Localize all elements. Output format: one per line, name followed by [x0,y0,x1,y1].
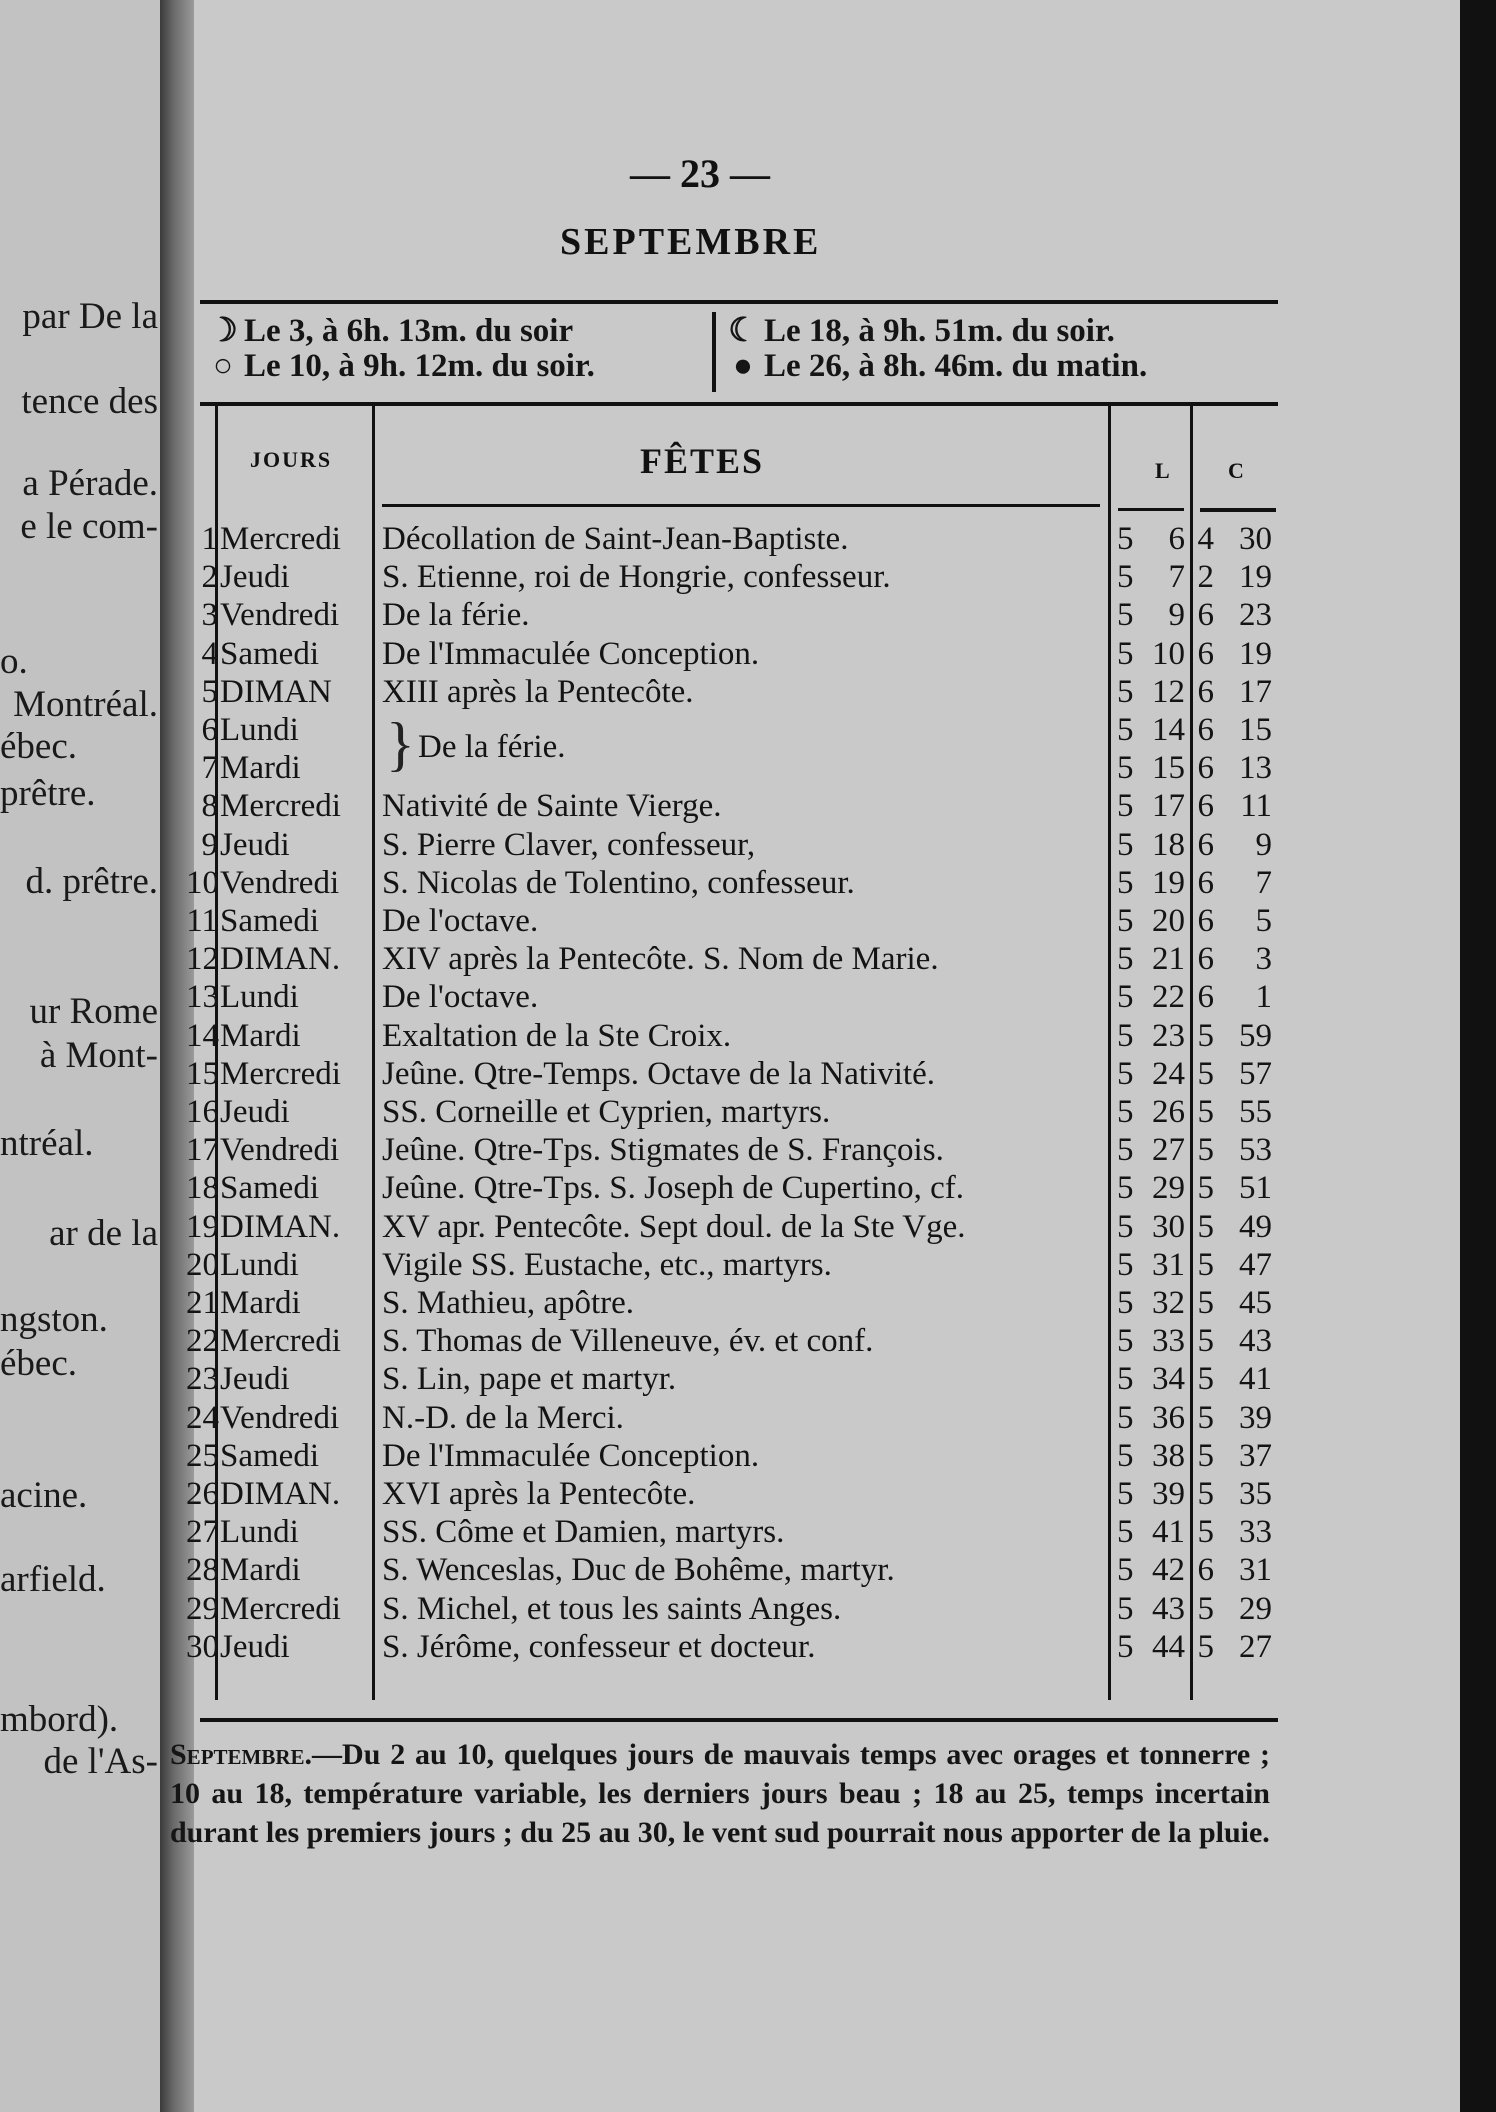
rule-table-top [200,402,1278,406]
sunrise-minute: 21 [1152,941,1185,978]
day-number: 14 [186,1017,219,1054]
sunset-minute: 57 [1239,1055,1272,1092]
feast: De l'octave. [382,979,539,1016]
sunrise-hour: 5 [1117,635,1134,672]
sunrise-minute: 17 [1152,788,1185,825]
header-rule-lever [1118,508,1184,511]
sunset-hour: 6 [1197,750,1214,787]
header-coucher: C [1228,458,1244,483]
sunset-minute: 19 [1239,559,1272,596]
sunrise-minute: 30 [1152,1208,1185,1245]
header-fetes: FÊTES [640,441,765,481]
header-lever: L [1155,458,1170,483]
first-quarter-moon-icon: ☽ [208,313,238,349]
sunrise-hour: 5 [1117,1246,1134,1283]
left-page-line: acine. [0,1475,88,1516]
day-number: 24 [186,1399,219,1436]
sunrise-hour: 5 [1117,1094,1134,1130]
sunset-minute: 30 [1239,521,1272,557]
day-name: Mercredi [220,1055,341,1092]
sunset-minute: 45 [1239,1285,1272,1321]
feast: S. Michel, et tous les saints Anges. [382,1590,842,1627]
sunrise-minute: 26 [1152,1094,1185,1130]
sunset-minute: 39 [1239,1399,1272,1436]
table-row [0,1360,1460,1398]
sunrise-hour: 5 [1117,941,1134,978]
left-page-line: d. prêtre. [25,861,158,902]
day-number: 29 [186,1590,219,1627]
day-number: 5 [201,673,218,710]
day-name: Vendredi [220,1399,340,1436]
sunrise-hour: 5 [1117,1017,1134,1054]
sunset-hour: 5 [1197,1132,1214,1169]
table-row [0,1322,1460,1360]
sunrise-hour: 5 [1117,521,1134,557]
table-row [0,978,1460,1016]
sunrise-minute: 18 [1152,826,1185,863]
sunrise-minute: 9 [1168,597,1185,634]
sunset-minute: 29 [1239,1590,1272,1627]
day-number: 8 [201,788,218,825]
sunset-minute: 1 [1255,979,1272,1016]
table-row [0,787,1460,825]
day-name: DIMAN. [220,941,341,978]
sunrise-minute: 15 [1152,750,1185,787]
day-number: 11 [186,903,218,939]
day-name: Jeudi [220,1628,290,1665]
day-name: Samedi [220,1437,319,1474]
sunrise-minute: 32 [1152,1285,1185,1321]
day-number: 27 [186,1514,219,1551]
sunset-minute: 23 [1239,597,1272,634]
day-name: DIMAN. [220,1208,341,1245]
sunrise-minute: 24 [1152,1055,1185,1092]
table-row [0,520,1460,558]
table-row [0,673,1460,711]
table-row [0,1628,1460,1666]
merged-fete-6-7: De la férie. [418,729,566,765]
sunset-minute: 49 [1239,1208,1272,1245]
sunrise-minute: 34 [1152,1361,1185,1398]
sunset-hour: 5 [1197,1437,1214,1474]
table-row [0,1131,1460,1169]
table-row [0,635,1460,673]
sunset-hour: 6 [1197,673,1214,710]
sunrise-minute: 19 [1152,864,1185,901]
feast: De l'Immaculée Conception. [382,1437,760,1474]
left-page-line: ngston. [0,1299,108,1340]
feast: Vigile SS. Eustache, etc., martyrs. [382,1246,832,1283]
sunset-hour: 5 [1197,1399,1214,1436]
day-number: 1 [201,521,218,557]
sunset-hour: 5 [1197,1055,1214,1092]
new-moon-icon: ● [733,348,753,384]
table-row [0,1169,1460,1207]
sunrise-hour: 5 [1117,1361,1134,1398]
sunset-minute: 3 [1255,941,1272,978]
sunset-hour: 6 [1197,1552,1214,1589]
sunrise-hour: 5 [1117,750,1134,787]
sunset-hour: 6 [1197,941,1214,978]
day-number: 9 [201,826,218,863]
sunrise-minute: 36 [1152,1399,1185,1436]
day-name: Vendredi [220,1132,340,1169]
sunset-hour: 6 [1197,903,1214,939]
left-page-line: tence des [21,381,158,422]
sunset-minute: 47 [1239,1246,1272,1283]
feast: XVI après la Pentecôte. [382,1476,696,1512]
sunrise-minute: 41 [1152,1514,1185,1551]
left-page-line: ébec. [0,726,78,767]
feast: Jeûne. Qtre-Temps. Octave de la Nativité. [382,1055,935,1092]
sunset-hour: 5 [1197,1514,1214,1551]
day-name: Lundi [220,979,299,1016]
table-row [0,1093,1460,1131]
sunrise-minute: 10 [1152,635,1185,672]
sunrise-minute: 22 [1152,979,1185,1016]
sunrise-minute: 33 [1152,1323,1185,1360]
sunrise-hour: 5 [1117,1170,1134,1207]
day-number: 13 [186,979,219,1016]
sunrise-hour: 5 [1117,979,1134,1016]
day-name: Lundi [220,1514,299,1551]
day-name: Mardi [220,1017,301,1054]
moon-phase-text: Le 10, à 9h. 12m. du soir. [244,348,595,384]
sunset-minute: 43 [1239,1323,1272,1360]
day-number: 6 [201,712,218,748]
feast: S. Nicolas de Tolentino, confesseur. [382,864,855,901]
day-name: Mercredi [220,1323,341,1360]
day-number: 26 [186,1476,219,1512]
day-number: 4 [201,635,218,672]
sunset-hour: 6 [1197,712,1214,748]
sunrise-minute: 38 [1152,1437,1185,1474]
table-row [0,940,1460,978]
left-page-line: ar de la [49,1213,158,1254]
day-number: 10 [186,864,219,901]
sunset-hour: 4 [1197,521,1214,557]
sunset-hour: 5 [1197,1017,1214,1054]
table-row [0,1017,1460,1055]
feast: S. Etienne, roi de Hongrie, confesseur. [382,559,891,596]
sunrise-minute: 23 [1152,1017,1185,1054]
day-name: Mardi [220,1285,301,1321]
sunrise-hour: 5 [1117,1514,1134,1551]
sunset-minute: 33 [1239,1514,1272,1551]
sunrise-hour: 5 [1117,1285,1134,1321]
sunrise-hour: 5 [1117,712,1134,748]
day-number: 16 [186,1094,219,1130]
day-number: 21 [186,1285,219,1321]
sunrise-hour: 5 [1117,673,1134,710]
sunrise-minute: 20 [1152,903,1185,939]
table-row [0,1437,1460,1475]
table-row [0,1513,1460,1551]
day-number: 12 [186,941,219,978]
left-page-line: prêtre. [0,773,96,814]
day-number: 28 [186,1552,219,1589]
sunrise-hour: 5 [1117,1055,1134,1092]
month-title: SEPTEMBRE [560,221,822,263]
sunrise-minute: 44 [1152,1628,1185,1665]
sunset-minute: 15 [1239,712,1272,748]
day-number: 25 [186,1437,219,1474]
sunrise-hour: 5 [1117,1437,1134,1474]
table-row [0,711,1460,749]
moon-phase-1 [208,310,573,350]
header-rule-fetes [382,504,1100,507]
left-page-line: o. [0,641,28,682]
day-name: Samedi [220,635,319,672]
sunset-minute: 41 [1239,1361,1272,1398]
feast: De l'Immaculée Conception. [382,635,760,672]
sunset-hour: 5 [1197,1170,1214,1207]
day-name: Lundi [220,1246,299,1283]
sunset-minute: 53 [1239,1132,1272,1169]
feast: S. Jérôme, confesseur et docteur. [382,1628,816,1665]
day-number: 19 [186,1208,219,1245]
weather-note [170,1735,1270,1852]
moon-phase-text: Le 26, à 8h. 46m. du matin. [764,348,1148,384]
left-page-line: a Pérade. [22,463,158,504]
sunset-hour: 2 [1197,559,1214,596]
feast: SS. Côme et Damien, martyrs. [382,1514,785,1551]
sunrise-minute: 12 [1152,673,1185,710]
day-number: 22 [186,1323,219,1360]
rule-table-bottom [200,1718,1278,1722]
feast: SS. Corneille et Cyprien, martyrs. [382,1094,831,1130]
day-name: Mercredi [220,1590,341,1627]
header-rule-coucher [1200,508,1276,512]
moon-phase-3 [728,310,1115,350]
feast: Nativité de Sainte Vierge. [382,788,722,825]
table-row [0,902,1460,940]
sunset-minute: 19 [1239,635,1272,672]
sunrise-minute: 7 [1168,559,1185,596]
sunrise-hour: 5 [1117,1476,1134,1512]
feast: S. Mathieu, apôtre. [382,1285,635,1321]
weather-note-text: —Du 2 au 10, quelques jours de mauvais temps avec orages et tonnerre ; 10 au 18, température variable, les derniers jours beau ; 18 au 25, temps incertain durant les premiers jours ; du 25 au 30, le vent sud pourrait nous apporter de la pluie. [170,1738,1270,1849]
sunset-hour: 6 [1197,788,1214,825]
sunrise-minute: 39 [1152,1476,1185,1512]
feast: XIV après la Pentecôte. S. Nom de Marie. [382,941,939,978]
scan-edge [1460,0,1496,2112]
sunset-minute: 27 [1239,1628,1272,1665]
sunrise-hour: 5 [1117,1323,1134,1360]
table-row [0,1399,1460,1437]
moon-phase-text: Le 18, à 9h. 51m. du soir. [764,313,1115,349]
moon-phase-4 [728,348,1147,385]
sunset-minute: 59 [1239,1017,1272,1054]
feast: De l'octave. [382,903,539,939]
moon-separator [712,312,716,392]
sunrise-hour: 5 [1117,788,1134,825]
table-row [0,558,1460,596]
day-name: Jeudi [220,826,290,863]
left-page-line: mbord). [0,1699,119,1740]
sunset-minute: 5 [1255,903,1272,939]
feast: S. Wenceslas, Duc de Bohême, martyr. [382,1552,895,1589]
sunrise-hour: 5 [1117,1399,1134,1436]
sunset-hour: 5 [1197,1361,1214,1398]
table-row [0,1590,1460,1628]
sunrise-minute: 6 [1168,521,1185,557]
sunrise-minute: 14 [1152,712,1185,748]
sunset-minute: 31 [1239,1552,1272,1589]
feast: N.-D. de la Merci. [382,1399,624,1436]
feast: S. Pierre Claver, confesseur, [382,826,756,863]
day-name: Samedi [220,1170,319,1207]
left-page-line: ébec. [0,1343,78,1384]
feast: XIII après la Pentecôte. [382,673,694,710]
left-page-line: Montréal. [13,684,158,725]
table-row [0,1551,1460,1589]
day-name: Mardi [220,1552,301,1589]
sunset-hour: 6 [1197,979,1214,1016]
day-number: 23 [186,1361,219,1398]
sunset-hour: 5 [1197,1094,1214,1130]
day-name: Jeudi [220,1094,290,1130]
day-number: 15 [186,1055,219,1092]
day-number: 30 [186,1628,219,1665]
sunset-minute: 9 [1255,826,1272,863]
moon-phase-2 [208,348,595,385]
sunset-minute: 37 [1239,1437,1272,1474]
table-row [0,1055,1460,1093]
sunrise-hour: 5 [1117,1132,1134,1169]
sunrise-minute: 29 [1152,1170,1185,1207]
full-moon-icon: ○ [213,348,233,384]
day-number: 20 [186,1246,219,1283]
day-number: 2 [201,559,218,596]
sunrise-minute: 42 [1152,1552,1185,1589]
sunset-minute: 51 [1239,1170,1272,1207]
day-name: Mercredi [220,788,341,825]
day-number: 7 [201,750,218,787]
feast: S. Lin, pape et martyr. [382,1361,677,1398]
sunset-hour: 5 [1197,1323,1214,1360]
left-page-line: de l'As- [43,1741,158,1782]
feast: S. Thomas de Villeneuve, év. et conf. [382,1323,874,1360]
left-page-line: ntréal. [0,1123,94,1164]
rule-top [200,300,1278,304]
sunset-minute: 11 [1240,788,1272,825]
sunrise-hour: 5 [1117,1552,1134,1589]
sunset-minute: 13 [1239,750,1272,787]
sunset-hour: 6 [1197,597,1214,634]
sunset-hour: 5 [1197,1285,1214,1321]
page-number: — 23 — [630,151,770,196]
day-number: 3 [201,597,218,634]
sunset-hour: 6 [1197,864,1214,901]
sunrise-minute: 43 [1152,1590,1185,1627]
sunrise-minute: 27 [1152,1132,1185,1169]
left-page-line: par De la [22,296,158,337]
weather-note-lead: Septembre. [170,1738,313,1771]
table-row [0,1475,1460,1513]
table-row [0,1284,1460,1322]
table-row [0,596,1460,634]
day-name: DIMAN [220,673,332,710]
sunset-hour: 5 [1197,1476,1214,1512]
sunset-hour: 5 [1197,1590,1214,1627]
sunrise-hour: 5 [1117,1208,1134,1245]
sunrise-hour: 5 [1117,903,1134,939]
left-page-line: e le com- [20,506,158,547]
sunrise-hour: 5 [1117,826,1134,863]
left-page-line: ur Rome [29,991,158,1032]
sunset-hour: 5 [1197,1208,1214,1245]
sunset-hour: 6 [1197,826,1214,863]
left-page-line: à Mont- [39,1035,158,1076]
sunset-hour: 6 [1197,635,1214,672]
sunset-hour: 5 [1197,1246,1214,1283]
sunrise-minute: 31 [1152,1246,1185,1283]
sunrise-hour: 5 [1117,1628,1134,1665]
day-name: Vendredi [220,864,340,901]
feast: XV apr. Pentecôte. Sept doul. de la Ste Vge. [382,1208,966,1245]
day-name: Lundi [220,712,299,748]
feast: Jeûne. Qtre-Tps. S. Joseph de Cupertino, cf. [382,1170,964,1207]
table-row [0,749,1460,787]
day-name: Samedi [220,903,319,939]
day-name: Jeudi [220,1361,290,1398]
day-name: Mardi [220,750,301,787]
sunset-minute: 35 [1239,1476,1272,1512]
feast: Exaltation de la Ste Croix. [382,1017,732,1054]
sunset-hour: 5 [1197,1628,1214,1665]
table-row [0,1208,1460,1246]
moon-phase-text: Le 3, à 6h. 13m. du soir [244,313,574,349]
day-name: Jeudi [220,559,290,596]
left-page-line: arfield. [0,1559,106,1600]
header-jours: JOURS [250,447,333,472]
feast: Décollation de Saint-Jean-Baptiste. [382,521,849,557]
day-name: Vendredi [220,597,340,634]
brace-icon: } [386,711,415,777]
sunrise-hour: 5 [1117,1590,1134,1627]
feast: Jeûne. Qtre-Tps. Stigmates de S. François. [382,1132,944,1169]
day-number: 18 [186,1170,219,1207]
table-row [0,826,1460,864]
sunrise-hour: 5 [1117,597,1134,634]
sunrise-hour: 5 [1117,559,1134,596]
day-name: Mercredi [220,521,341,557]
feast: De la férie. [382,597,530,634]
last-quarter-moon-icon: ☾ [728,313,758,349]
table-row [0,1246,1460,1284]
sunset-minute: 55 [1239,1094,1272,1130]
sunset-minute: 17 [1239,673,1272,710]
table-row [0,864,1460,902]
sunrise-hour: 5 [1117,864,1134,901]
sunset-minute: 7 [1255,864,1272,901]
day-name: DIMAN. [220,1476,341,1512]
day-number: 17 [186,1132,219,1169]
